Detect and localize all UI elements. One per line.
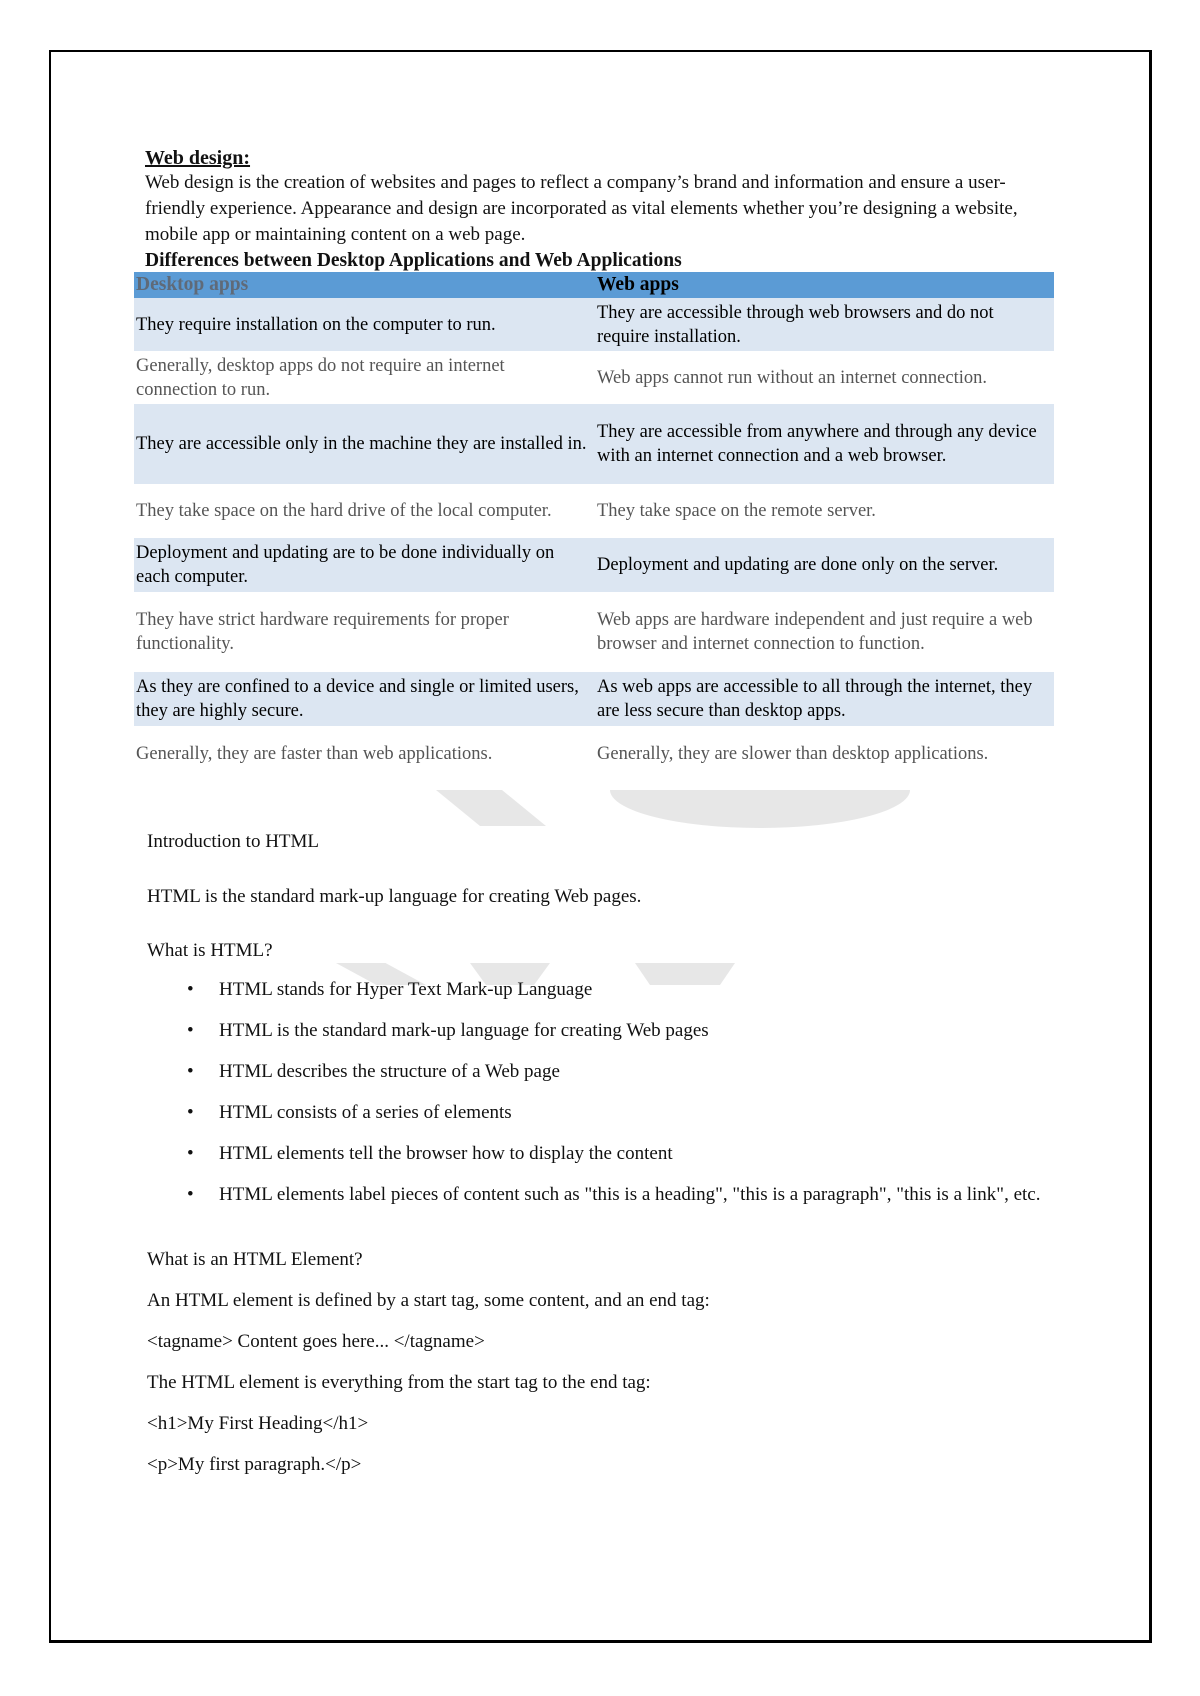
element-span-text: The HTML element is everything from the start tag to the end tag: [147,1372,651,1393]
list-item-text: HTML elements tell the browser how to display the content [219,1143,673,1164]
bullet-icon: • [187,979,194,1000]
comparison-table [134,272,1054,782]
web-cell: Web apps cannot run without an internet connection. [595,351,1054,404]
bullet-icon: • [187,1020,194,1041]
html-bullet-list [147,978,1062,1224]
web-cell: They are accessible from anywhere and through any device with an internet connection and a web browser. [595,404,1054,484]
web-design-paragraph: Web design is the creation of websites and pages to reflect a company’s brand and information and ensure a user-friendly experience. Appearance and design are incorporated as vital elements whether you’re designing a website, mobile app or maintaining content on a web page. [145,172,1018,245]
list-item [147,1183,1062,1207]
example-paragraph: <p>My first paragraph.</p> [147,1454,362,1475]
column-header-desktop: Desktop apps [134,272,595,298]
desktop-cell: They are accessible only in the machine they are installed in. [134,404,595,484]
desktop-cell: Deployment and updating are to be done individually on each computer. [134,538,595,592]
list-item [147,1019,1062,1043]
table-row [134,538,1054,592]
column-header-web: Web apps [595,272,1054,298]
html-intro-title: Introduction to HTML [147,831,320,852]
desktop-cell: They take space on the hard drive of the local computer. [134,484,595,538]
desktop-cell: As they are confined to a device and single or limited users, they are highly secure. [134,672,595,726]
desktop-cell: Generally, they are faster than web applications. [134,726,595,782]
table-header-row [134,272,1054,298]
desktop-cell: Generally, desktop apps do not require an internet connection to run. [134,351,595,404]
web-design-heading: Web design: [145,147,251,169]
example-heading: <h1>My First Heading</h1> [147,1413,369,1434]
web-design-section [145,146,1055,274]
web-cell: They take space on the remote server. [595,484,1054,538]
differences-heading: Differences between Desktop Applications and Web Applications [145,250,682,271]
web-cell: Deployment and updating are done only on the server. [595,538,1054,592]
list-item [147,1101,1062,1125]
desktop-cell: They require installation on the computer to run. [134,298,595,351]
list-item [147,1142,1062,1166]
table-row [134,672,1054,726]
desktop-cell: They have strict hardware requirements for proper functionality. [134,592,595,672]
web-cell: As web apps are accessible to all through the internet, they are less secure than desktop apps. [595,672,1054,726]
bullet-icon: • [187,1184,194,1205]
web-cell: Web apps are hardware independent and just require a web browser and internet connection to function. [595,592,1054,672]
list-item-text: HTML is the standard mark-up language for creating Web pages [219,1020,709,1041]
list-item-text: HTML consists of a series of elements [219,1102,512,1123]
table-row [134,726,1054,782]
list-item-text: HTML stands for Hyper Text Mark-up Language [219,979,593,1000]
table-row [134,592,1054,672]
bullet-icon: • [187,1143,194,1164]
table-row [134,351,1054,404]
list-item [147,1060,1062,1084]
list-item-text: HTML elements label pieces of content such as "this is a heading", "this is a paragraph", "this is a link", etc. [219,1184,1041,1205]
table-row [134,484,1054,538]
bullet-icon: • [187,1061,194,1082]
list-item [147,978,1062,1002]
what-is-element-question: What is an HTML Element? [147,1249,363,1270]
web-cell: Generally, they are slower than desktop applications. [595,726,1054,782]
web-cell: They are accessible through web browsers and do not require installation. [595,298,1054,351]
what-is-html-question: What is HTML? [147,940,273,961]
table-row [134,298,1054,351]
html-intro-line: HTML is the standard mark-up language for creating Web pages. [147,886,642,907]
bullet-icon: • [187,1102,194,1123]
list-item-text: HTML describes the structure of a Web page [219,1061,560,1082]
element-definition: An HTML element is defined by a start tag, some content, and an end tag: [147,1290,710,1311]
table-row [134,404,1054,484]
example-tagname: <tagname> Content goes here... </tagname> [147,1331,485,1352]
